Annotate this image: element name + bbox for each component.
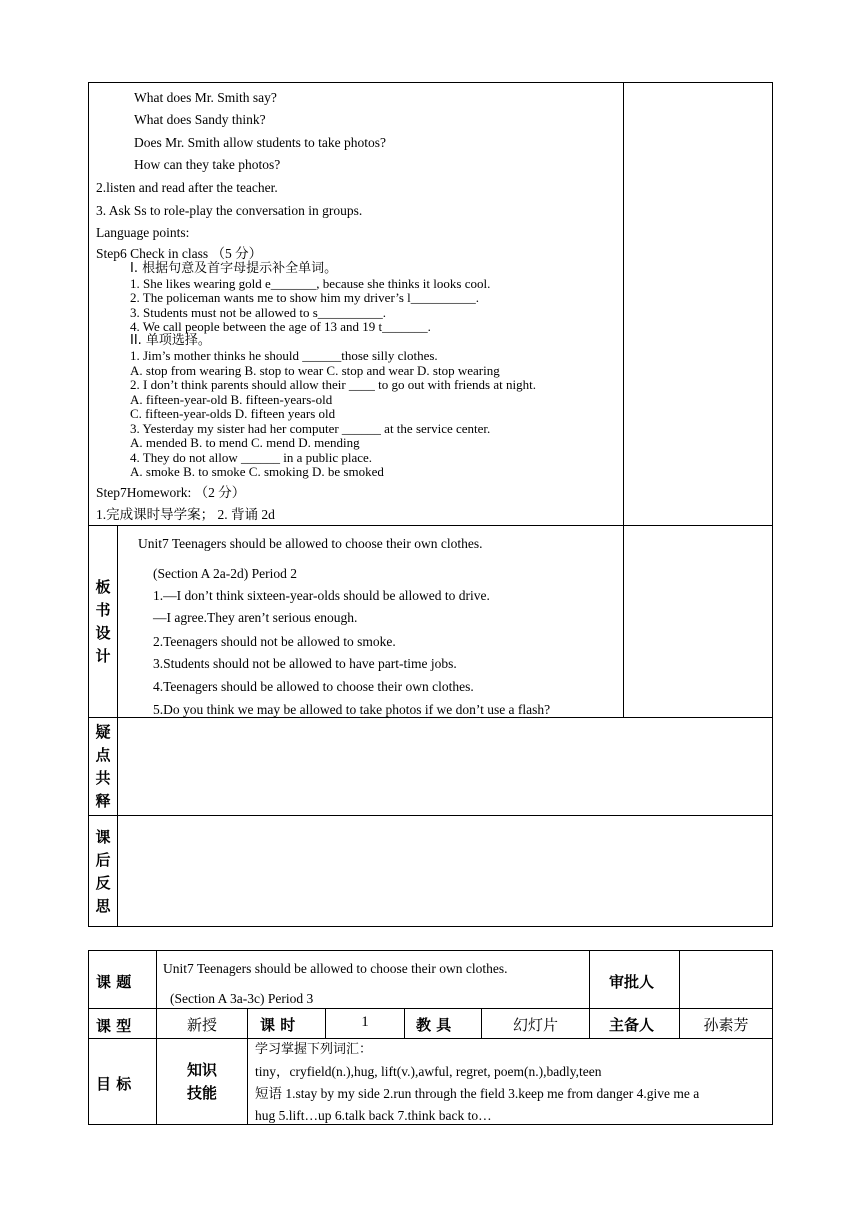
question-1: What does Mr. Smith say?	[134, 90, 277, 105]
board-line-6: 5.Do you think we may be allowed to take photos if we don’t use a flash?	[153, 702, 551, 717]
board-line-2: —I agree.They aren’t serious enough.	[153, 610, 358, 625]
step-roleplay: 3. Ask Ss to role-play the conversation in groups.	[96, 203, 363, 218]
step6-title: Step6 Check in class （5 分）	[96, 246, 263, 261]
step-listen: 2.listen and read after the teacher.	[96, 180, 278, 195]
part2-line-9: A. smoke B. to smoke C. smoking D. be smoked	[130, 464, 384, 479]
knowledge-line-3: 短语 1.stay by my side 2.run through the field 3.keep me from danger 4.give me a	[255, 1086, 700, 1101]
knowledge-line-4: hug 5.lift…up 6.talk back 7.think back to…	[255, 1108, 492, 1123]
knowledge-line-1: 学习掌握下列词汇：	[255, 1042, 373, 1057]
tools-value: 幻灯片	[512, 1016, 558, 1034]
step7-title: Step7Homework: （2 分）	[96, 485, 246, 500]
part2-title: II. 单项选择。	[130, 333, 211, 348]
knowledge-label-1: 知识	[186, 1061, 217, 1079]
board-line-3: 2.Teenagers should not be allowed to smoke.	[153, 634, 396, 649]
preparer-value: 孙素芳	[703, 1016, 749, 1034]
language-points: Language points:	[96, 225, 190, 240]
part2-line-7: A. mended B. to mend C. mend D. mending	[130, 435, 360, 450]
part1-title: Ⅰ. 根据句意及首字母提示补全单词。	[130, 261, 338, 276]
part2-line-2: A. stop from wearing B. stop to wear C. stop and wear D. stop wearing	[130, 363, 500, 378]
questions-label: 疑 点 共 释	[95, 723, 111, 810]
goal-label: 目 标	[96, 1075, 132, 1093]
board-label: 板 书 设 计	[95, 578, 111, 665]
approver-label: 审批人	[609, 973, 655, 991]
board-line-1: 1.—I don’t think sixteen-year-olds should be allowed to drive.	[153, 588, 490, 603]
knowledge-line-2: tiny，cryfield(n.),hug, lift(v.),awful, regret, poem(n.),badly,teen	[255, 1064, 602, 1079]
board-line-4: 3.Students should not be allowed to have part-time jobs.	[153, 656, 457, 671]
knowledge-label-2: 技能	[186, 1084, 217, 1102]
question-4: How can they take photos?	[134, 157, 281, 172]
type-value: 新授	[186, 1016, 217, 1034]
question-3: Does Mr. Smith allow students to take photos?	[134, 135, 386, 150]
part2-line-1: 1. Jim’s mother thinks he should ______those silly clothes.	[130, 348, 438, 363]
reflection-label: 课 后 反 思	[95, 828, 111, 915]
board-title: Unit7 Teenagers should be allowed to choose their own clothes.	[138, 536, 483, 551]
part1-item-4: 4. We call people between the age of 13 and 19 t_______.	[130, 319, 431, 334]
board-subtitle: (Section A 2a-2d) Period 2	[153, 566, 297, 581]
topic-line-2: (Section A 3a-3c) Period 3	[170, 991, 314, 1006]
part2-line-4: A. fifteen-year-old B. fifteen-years-old	[130, 392, 333, 407]
preparer-label: 主备人	[609, 1016, 655, 1034]
board-line-5: 4.Teenagers should be allowed to choose their own clothes.	[153, 679, 474, 694]
part2-line-6: 3. Yesterday my sister had her computer ______ at the service center.	[130, 421, 491, 436]
part2-line-5: C. fifteen-year-olds D. fifteen years old	[130, 406, 336, 421]
type-label: 课 型	[96, 1017, 132, 1035]
part1-item-1: 1. She likes wearing gold e_______, because she thinks it looks cool.	[130, 276, 491, 291]
part1-item-3: 3. Students must not be allowed to s__________.	[130, 305, 387, 320]
part1-item-2: 2. The policeman wants me to show him my driver’s l__________.	[130, 290, 480, 305]
topic-label: 课 题	[96, 973, 132, 991]
question-2: What does Sandy think?	[134, 112, 266, 127]
hours-value: 1	[361, 1014, 369, 1030]
tools-label: 教 具	[416, 1016, 452, 1034]
part2-line-8: 4. They do not allow ______ in a public place.	[130, 450, 373, 465]
part2-line-3: 2. I don’t think parents should allow their ____ to go out with friends at night.	[130, 377, 536, 392]
hours-label: 课 时	[260, 1016, 296, 1034]
topic-line-1: Unit7 Teenagers should be allowed to choose their own clothes.	[163, 961, 508, 976]
step7-items: 1.完成课时导学案； 2. 背诵 2d	[96, 507, 275, 522]
